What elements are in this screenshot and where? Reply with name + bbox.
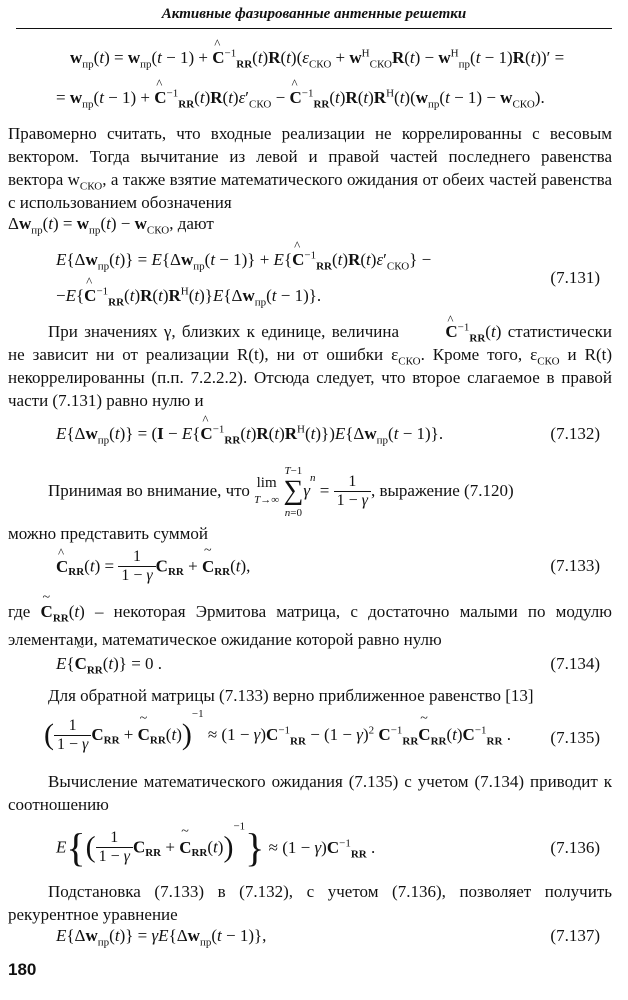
equation-delta-def: $\Delta w_{пр}(t) = w_{пр}(t) - w_{СКО}$, дают bbox=[8, 214, 214, 237]
equation-7-131-line-2: −E{^ $C^{-1}_{RR}(t)R(t)R^H(t)\}E\{\Delta w_{пр}(t - 1)\}$. bbox=[56, 286, 321, 306]
equation-7-136: E{( $\frac{1}{1 - \gamma}$ $C_{RR}$ + ~ $C_{RR}(t))^{-1}\} \approx (1 - \gamma)C^{-1}_{RR}$ . bbox=[56, 824, 375, 871]
equation-update-line-1: $w_{пр}(t) = w_{пр}(t - 1)$ + ^ $C^{-1}_{RR}(t)R(t)(\varepsilon_{СКО} + w^H_{СКО}R(t) - w^H_{пр}(t - 1)R(t))'$ = bbox=[70, 48, 564, 68]
equation-update-line-2: = $w_{пр}(t - 1)$ + ^ $C^{-1}_{RR}(t)R(t)\varepsilon'_{СКО}$ − ^ $C^{-1}_{RR}(t)R(t)R^H(t)(w_{пр}(t - 1) - w_{СКО})$. bbox=[56, 88, 545, 108]
paragraph-gamma: При значениях γ, близких к единице, величина ^ $C^{-1}_{RR}(t)$ статистически не зависит ни от реализации R(t), ни от ошибки $\varepsilon_{СКО}$. Кроме того, $\varepsilon_{СКО}$ и R(t) некоррелированны (п.п. 7.2.2.2). Отсюда следует, что второе слагаемое в правой части (7.131) равно нулю и bbox=[8, 320, 612, 412]
paragraph-hermitian: где ~ $C_{RR}(t)$ – некоторая Эрмитова матрица, с достаточно малыми по модулю элементами, математическое ожидание которой равно нулю bbox=[8, 598, 612, 654]
paragraph-sum: можно представить суммой bbox=[8, 524, 208, 543]
running-header: Активные фазированные антенные решетки bbox=[161, 6, 467, 22]
page-number: 180 bbox=[8, 960, 37, 979]
paragraph-inverse: Для обратной матрицы (7.133) верно приближенное равенство [13] bbox=[48, 686, 534, 705]
equation-7-131-line-1: $E\{\Delta w_{пр}(t)\} = E\{\Delta w_{пр}(t - 1)\}$ + E{^ $C^{-1}_{RR}(t)R(t)\varepsilon'_{СКО}$} − bbox=[56, 250, 431, 270]
equation-number-7-134: (7.134) bbox=[550, 654, 600, 673]
equation-number-7-132: (7.132) bbox=[550, 424, 600, 443]
paragraph-limit: Принимая во внимание, что lim T→∞ T−1 ∑ $n=0\gamma^n$ = $\frac{1}{1 - \gamma}$ , выражение (7.120) bbox=[48, 465, 514, 519]
equation-7-132: $E\{\Delta w_{пр}(t)\} = (I$ − E{^ $C^{-1}_{RR}(t)R(t)R^H(t)\})E\{\Delta w_{пр}(t - 1)\}$. bbox=[56, 424, 443, 444]
equation-number-7-137: (7.137) bbox=[550, 926, 600, 945]
equation-number-7-136: (7.136) bbox=[550, 838, 600, 857]
equation-number-7-135: (7.135) bbox=[550, 728, 600, 747]
paragraph-substitution: Подстановка (7.133) в (7.132), с учетом (7.136), позволяет получить рекурентное уравнение bbox=[8, 882, 612, 924]
equation-number-7-131: (7.131) bbox=[550, 268, 600, 287]
equation-7-137: $E\{\Delta w_{пр}(t)\} = \gamma E\{\Delta w_{пр}(t - 1)\}$, bbox=[56, 926, 267, 949]
paragraph-expectation: Вычисление математического ожидания (7.135) с учетом (7.134) приводит к соотношению bbox=[8, 772, 612, 814]
equation-7-135: ( $\frac{1}{1 - \gamma}$ $C_{RR}$ + ~ $C_{RR}(t))^{-1} \approx (1 - \gamma)C^{-1}_{RR} - (1 - \gamma)^2$ $C^{-1}_{RR}\sim$ $C_{RR}(t)C^{-1}_{RR}$ . bbox=[44, 714, 511, 754]
equation-7-134: E{~ $C_{RR}(t)\} = 0$ . bbox=[56, 654, 162, 674]
equation-7-133: ^ $C_{RR}(t)$ = $\frac{1}{1 - \gamma}$ $C_{RR}$ + ~ $C_{RR}(t)$, bbox=[56, 548, 250, 585]
paragraph-uncorrelated: Правомерно считать, что входные реализации не коррелированны с весовым вектором. Тогда вычитание из левой и правой частей последнего равенства вектора $w_{СКО}$, а также взятие математического ожидания от обеих частей равенства с использованием обозначения bbox=[8, 124, 612, 212]
equation-number-7-133: (7.133) bbox=[550, 556, 600, 575]
header-rule bbox=[16, 28, 612, 29]
